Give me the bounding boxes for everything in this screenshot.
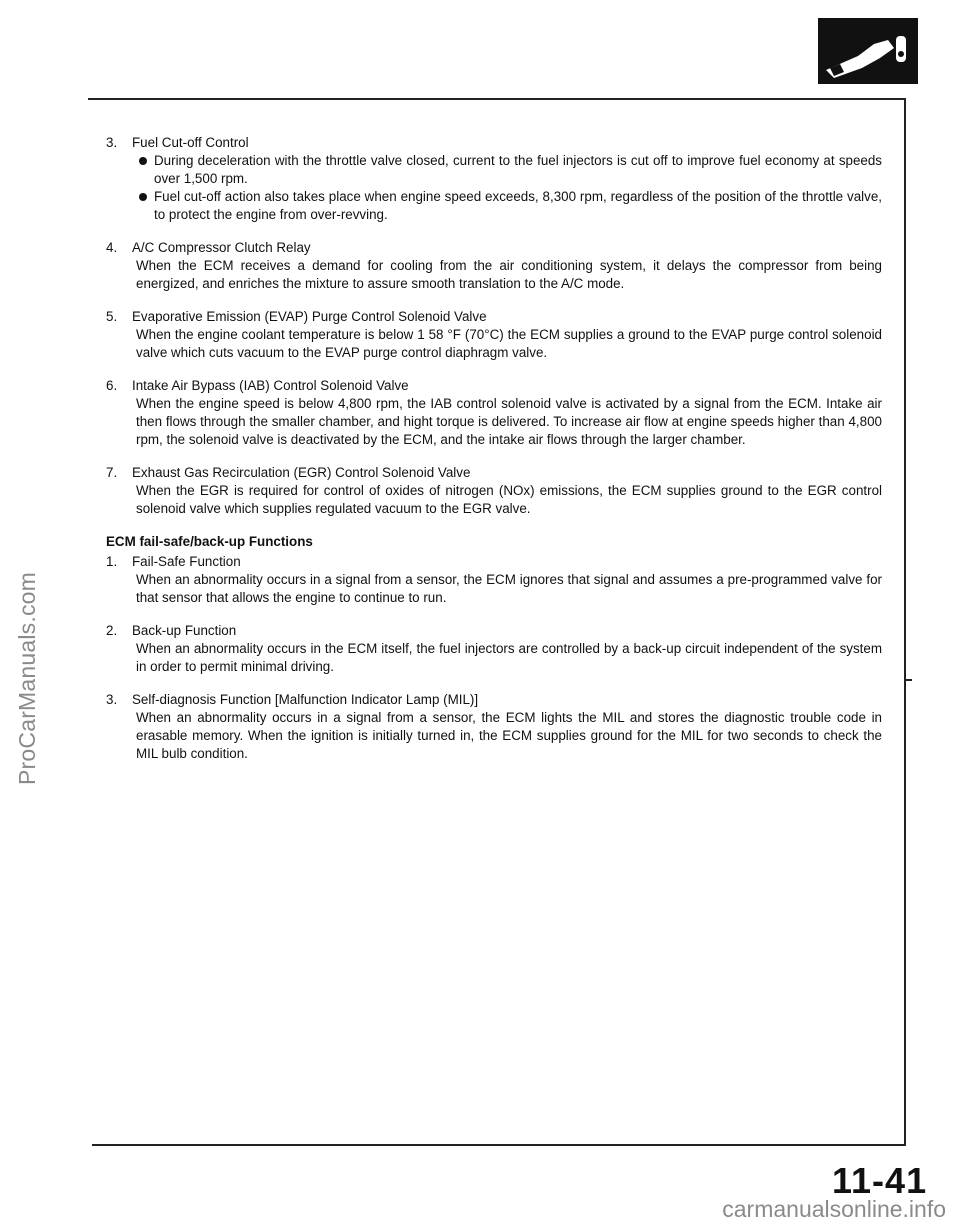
section-fuel-cutoff	[106, 134, 882, 224]
section-body: When the engine speed is below 4,800 rpm, the IAB control solenoid valve is activated by a signal from the ECM. Intake air then flows through the smaller chamber, and hight torque is delivered. To increase air flow at engine speeds higher than 4,800 rpm, the solenoid valve is deactivated by the ECM, and the intake air flows through the larger chamber.	[136, 396, 882, 447]
section-body: When an abnormality occurs in the ECM itself, the fuel injectors are controlled by a back-up circuit independent of the system in order to permit minimal driving.	[136, 641, 882, 674]
bullet-dot-icon	[139, 157, 147, 165]
bullet-item: Fuel cut-off action also takes place when engine speed exceeds, 8,300 rpm, regardless of the position of the throttle valve, to protect the engine from over-revving.	[137, 188, 882, 224]
bottom-watermark: carmanualsonline.info	[722, 1196, 946, 1222]
side-watermark: ProCarManuals.com	[14, 571, 40, 785]
section-body: When the EGR is required for control of oxides of nitrogen (NOx) emissions, the ECM supplies ground to the EGR control solenoid valve which supplies regulated vacuum to the EGR valve.	[136, 483, 882, 516]
section-heading: 7. Exhaust Gas Recirculation (EGR) Control Solenoid Valve	[106, 465, 471, 480]
section-heading: 2. Back-up Function	[106, 623, 237, 638]
section-body: When an abnormality occurs in a signal from a sensor, the ECM ignores that signal and assumes a pre-programmed valve for that sensor that allows the engine to continue to run.	[136, 572, 882, 605]
fuel-nozzle-icon	[818, 18, 918, 84]
section-heading: 6. Intake Air Bypass (IAB) Control Solenoid Valve	[106, 378, 409, 393]
section-backup	[106, 622, 882, 676]
right-rule	[904, 98, 906, 1146]
section-evap-purge	[106, 308, 882, 362]
section-ac-relay	[106, 239, 882, 293]
page-number: 11-41	[832, 1160, 928, 1201]
section-body: When an abnormality occurs in a signal from a sensor, the ECM lights the MIL and stores the diagnostic trouble code in erasable memory. When the ignition is initially turned in, the ECM supplies ground for the MIL for two seconds to check the MIL bulb condition.	[136, 710, 882, 761]
failsafe-heading: ECM fail-safe/back-up Functions	[106, 534, 313, 549]
section-body: When the ECM receives a demand for cooling from the air conditioning system, it delays the compressor from being energized, and enriches the mixture to assure smooth translation to the A/C mode.	[136, 258, 882, 291]
margin-tick	[906, 679, 912, 681]
section-self-diagnosis	[106, 691, 882, 763]
page-content	[106, 134, 882, 778]
bullet-dot-icon	[139, 193, 147, 201]
section-body: When the engine coolant temperature is below 1 58 °F (70°C) the ECM supplies a ground to the EVAP purge control solenoid valve which cuts vacuum to the EVAP purge control diaphragm valve.	[136, 327, 882, 360]
section-failsafe	[106, 553, 882, 607]
top-rule	[88, 98, 906, 100]
bullet-item: During deceleration with the throttle valve closed, current to the fuel injectors is cut off to improve fuel economy at speeds over 1,500 rpm.	[137, 152, 882, 188]
bottom-rule	[92, 1144, 906, 1146]
section-iab-valve	[106, 377, 882, 449]
section-heading: 4. A/C Compressor Clutch Relay	[106, 240, 311, 255]
section-heading: 3. Self-diagnosis Function [Malfunction Indicator Lamp (MIL)]	[106, 692, 479, 707]
section-egr-valve	[106, 464, 882, 518]
section-heading: 1. Fail-Safe Function	[106, 554, 241, 569]
section-heading: 3. Fuel Cut-off Control	[106, 135, 249, 150]
section-heading: 5. Evaporative Emission (EVAP) Purge Control Solenoid Valve	[106, 309, 487, 324]
